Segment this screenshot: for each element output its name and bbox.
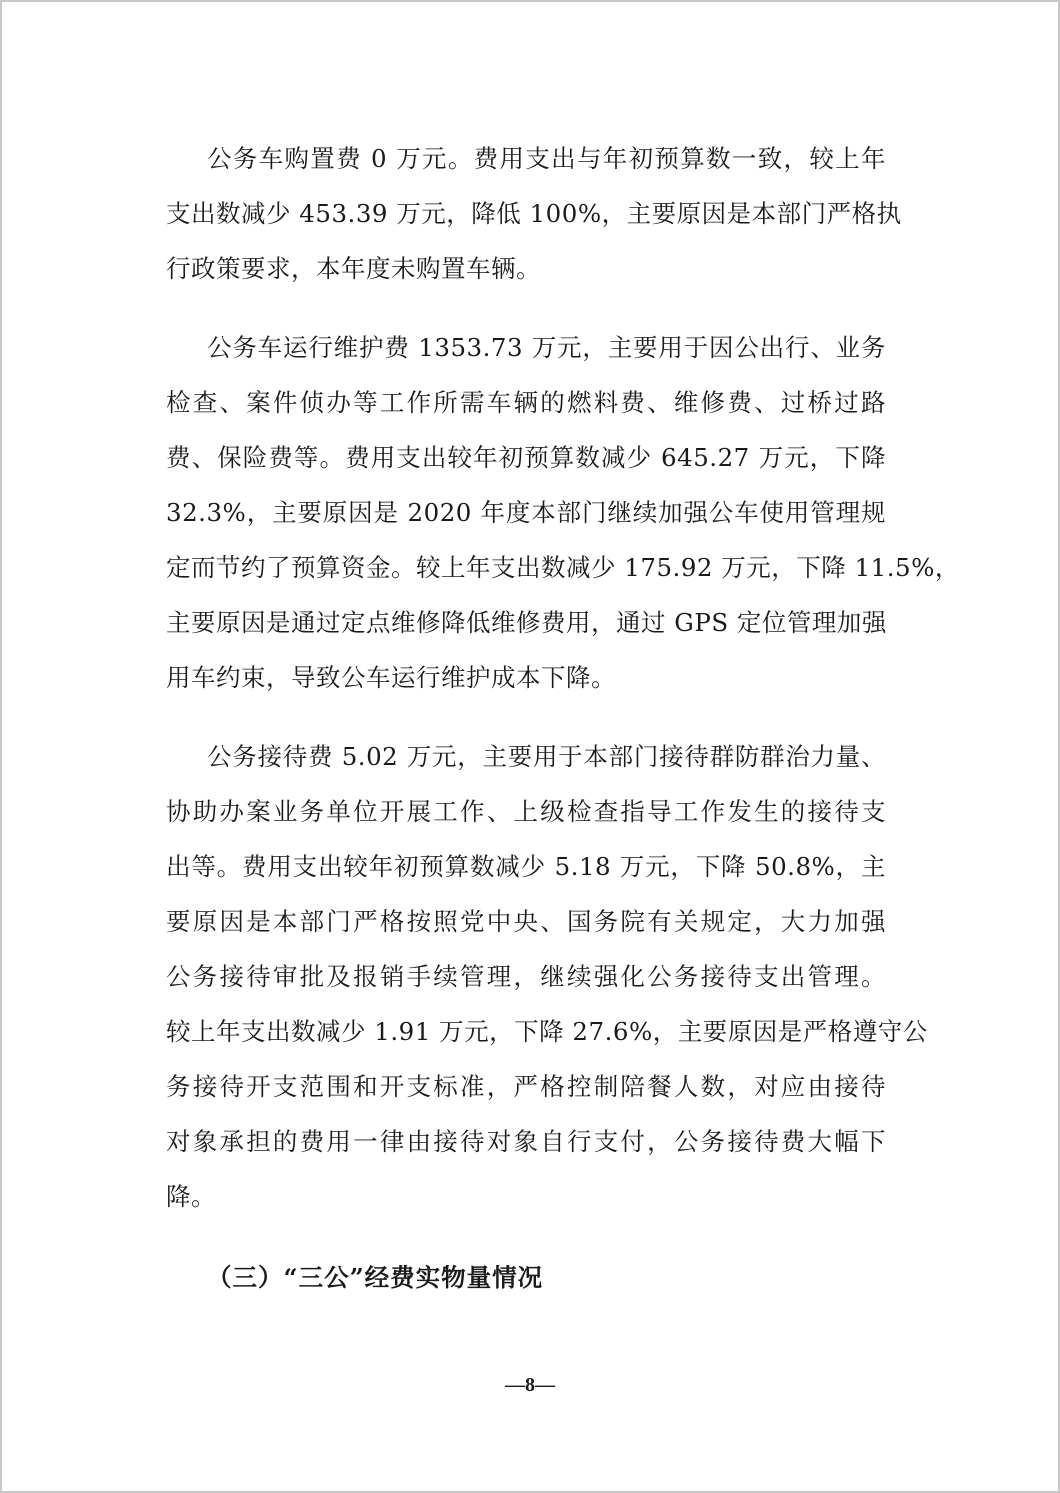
paragraph-1-line-2: 支出数减少 453.39 万元，降低 100%，主要原因是本部门严格执 (166, 199, 902, 228)
paragraph-3-line-3: 出等。费用支出较年初预算数减少 5.18 万元，下降 50.8%，主 (166, 852, 886, 881)
paragraph-3-line-1: 公务接待费 5.02 万元，主要用于本部门接待群防群治力量、 (207, 742, 886, 771)
paragraph-2-line-2: 检查、案件侦办等工作所需车辆的燃料费、维修费、过桥过路 (166, 388, 886, 417)
paragraph-1-line-1: 公务车购置费 0 万元。费用支出与年初预算数一致，较上年 (207, 144, 886, 173)
paragraph-3-line-2: 协助办案业务单位开展工作、上级检查指导工作发生的接待支 (166, 797, 886, 826)
paragraph-3-line-9: 降。 (166, 1182, 216, 1211)
paragraph-2-line-7: 用车约束，导致公车运行维护成本下降。 (166, 663, 616, 692)
paragraph-3-line-5: 公务接待审批及报销手续管理，继续强化公务接待支出管理。 (166, 962, 886, 991)
section-heading: （三）“三公”经费实物量情况 (207, 1263, 544, 1292)
paragraph-3-line-8: 对象承担的费用一律由接待对象自行支付，公务接待费大幅下 (166, 1127, 886, 1156)
paragraph-2-line-6: 主要原因是通过定点维修降低维修费用，通过 GPS 定位管理加强 (166, 608, 887, 637)
paragraph-2-line-4: 32.3%，主要原因是 2020 年度本部门继续加强公车使用管理规 (166, 498, 886, 527)
paragraph-2-line-1: 公务车运行维护费 1353.73 万元，主要用于因公出行、业务 (207, 333, 886, 362)
paragraph-2-line-3: 费、保险费等。费用支出较年初预算数减少 645.27 万元，下降 (166, 443, 886, 472)
page-number: —8— (505, 1374, 555, 1396)
paragraph-3-line-7: 务接待开支范围和开支标准，严格控制陪餐人数，对应由接待 (166, 1072, 886, 1101)
paragraph-2-line-5: 定而节约了预算资金。较上年支出数减少 175.92 万元，下降 11.5%， (166, 553, 960, 582)
paragraph-3-line-6: 较上年支出数减少 1.91 万元，下降 27.6%，主要原因是严格遵守公 (166, 1017, 928, 1046)
paragraph-1-line-3: 行政策要求，本年度未购置车辆。 (166, 254, 541, 283)
paragraph-3-line-4: 要原因是本部门严格按照党中央、国务院有关规定，大力加强 (166, 907, 886, 936)
